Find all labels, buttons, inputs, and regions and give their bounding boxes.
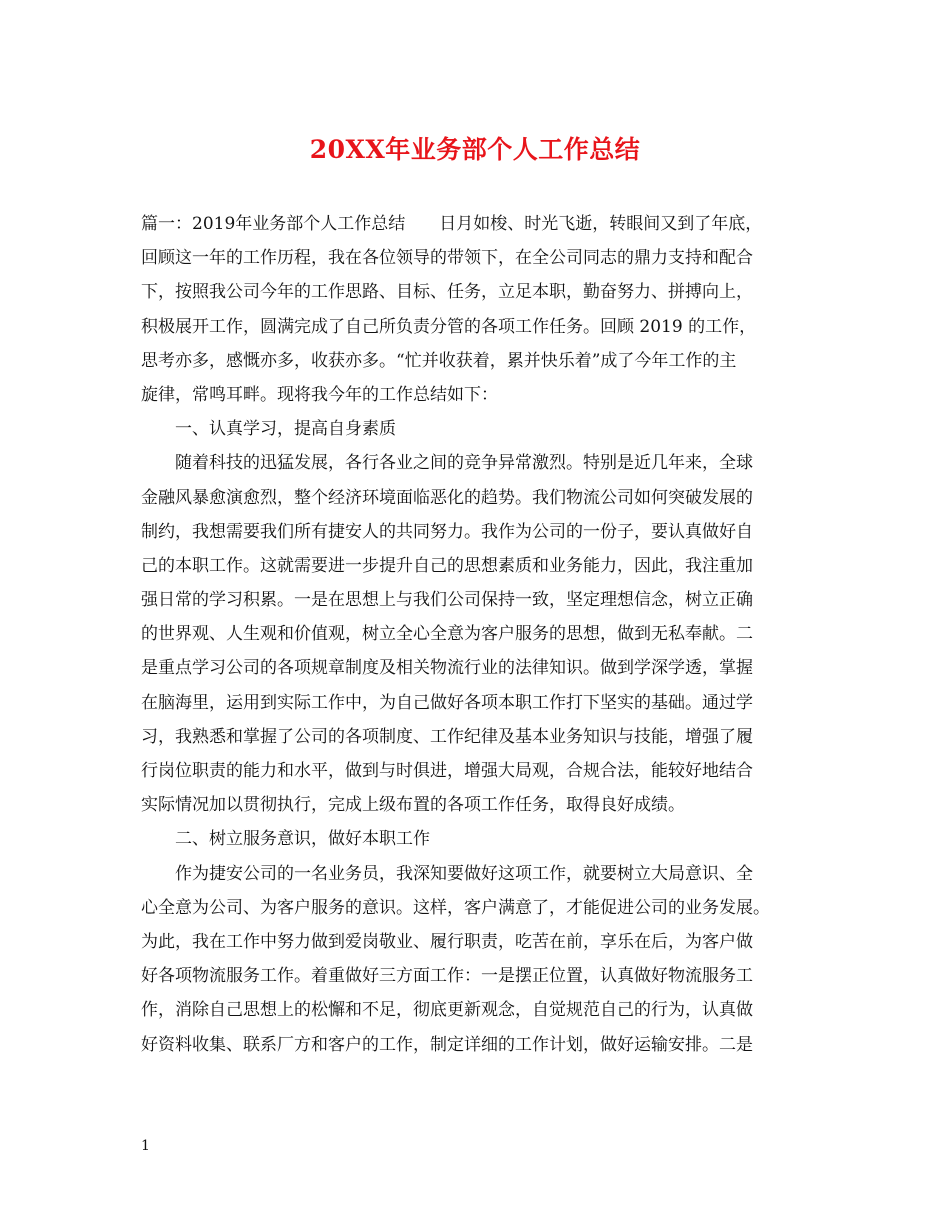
document-body (141, 207, 821, 1062)
text-line: 思考亦多，感慨亦多，收获亦多。“忙并收获着，累并快乐着”成了今年工作的主 (141, 350, 737, 371)
text-line: 心全意为公司、为客户服务的意识。这样，客户满意了，才能促进公司的业务发展。 (141, 897, 770, 918)
text-line: 是重点学习公司的各项规章制度及相关物流行业的法律知识。做到学深学透，掌握 (141, 658, 753, 679)
text-line: 一、认真学习，提高自身素质 (175, 419, 396, 440)
text-line: 回顾这一年的工作历程，我在各位领导的带领下，在全公司同志的鼎力支持和配合 (141, 248, 753, 269)
text-line: 积极展开工作，圆满完成了自己所负责分管的各项工作任务。回顾 2019 的工作， (141, 316, 757, 337)
text-line: 为此，我在工作中努力做到爱岗敬业、履行职责，吃苦在前，享乐在后，为客户做 (141, 931, 753, 952)
text-line: 作为捷安公司的一名业务员，我深知要做好这项工作，就要树立大局意识、全 (175, 863, 753, 884)
text-line: 随着科技的迅猛发展，各行各业之间的竞争异常激烈。特别是近几年来，全球 (175, 453, 753, 474)
text-line: 强日常的学习积累。一是在思想上与我们公司保持一致，坚定理想信念，树立正确 (141, 590, 753, 611)
text-line: 旋律，常鸣耳畔。现将我今年的工作总结如下： (141, 384, 498, 405)
text-line: 在脑海里，运用到实际工作中，为自己做好各项本职工作打下坚实的基础。通过学 (141, 692, 753, 713)
text-line: 好各项物流服务工作。着重做好三方面工作：一是摆正位置，认真做好物流服务工 (141, 966, 753, 987)
text-line: 实际情况加以贯彻执行，完成上级布置的各项工作任务，取得良好成绩。 (141, 795, 685, 816)
text-line: 二、树立服务意识，做好本职工作 (175, 829, 430, 850)
text-line: 下，按照我公司今年的工作思路、目标、任务，立足本职，勤奋努力、拼搏向上， (141, 282, 753, 303)
text-line: 好资料收集、联系厂方和客户的工作，制定详细的工作计划，做好运输安排。二是 (141, 1034, 753, 1055)
text-line: 篇一：2019年业务部个人工作总结 日月如梭、时光飞逝，转眼间又到了年底， (141, 214, 763, 234)
text-line: 习，我熟悉和掌握了公司的各项制度、工作纪律及基本业务知识与技能，增强了履 (141, 726, 753, 747)
text-line: 作，消除自己思想上的松懈和不足，彻底更新观念，自觉规范自己的行为，认真做 (141, 1000, 753, 1021)
text-line: 行岗位职责的能力和水平，做到与时俱进，增强大局观，合规合法，能较好地结合 (141, 761, 753, 781)
page-number: 1 (141, 1138, 150, 1154)
text-line: 制约，我想需要我们所有捷安人的共同努力。我作为公司的一份子，要认真做好自 (141, 521, 753, 542)
text-line: 的世界观、人生观和价值观，树立全心全意为客户服务的思想，做到无私奉献。二 (141, 624, 753, 645)
document-title: 20XX年业务部个人工作总结 (309, 135, 641, 164)
text-line: 己的本职工作。这就需要进一步提升自己的思想素质和业务能力，因此，我注重加 (141, 555, 753, 576)
text-line: 金融风暴愈演愈烈，整个经济环境面临恶化的趋势。我们物流公司如何突破发展的 (141, 487, 753, 508)
